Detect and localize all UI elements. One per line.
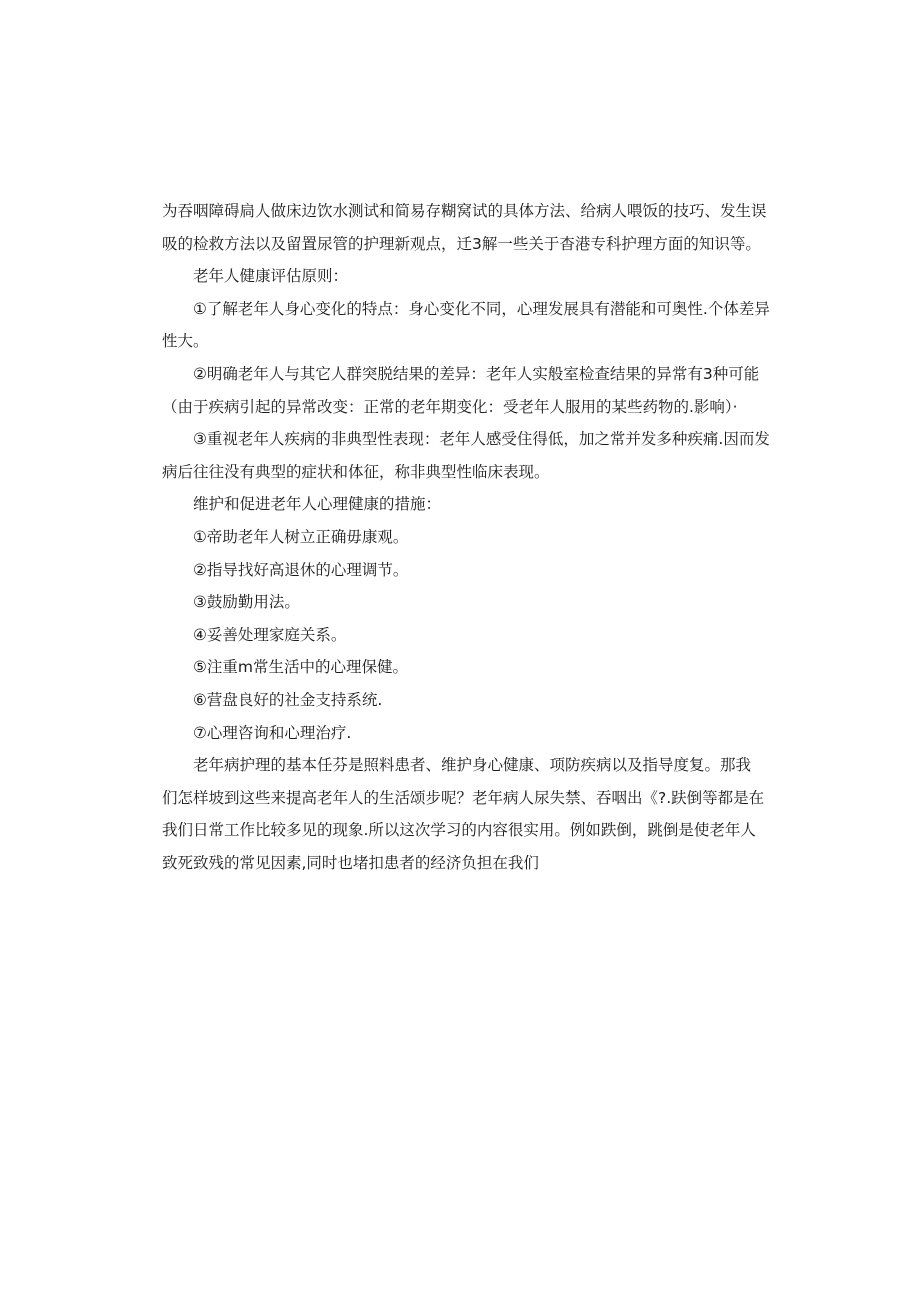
list-item: ⑦心理咨询和心理治疗.: [193, 723, 352, 742]
text-line: （由于疾病引起的异常改变：正常的老年期变化：受老年人服用的某些药物的.影响）·: [162, 397, 738, 416]
list-item: ①帝助老年人树立正确毋康观。: [193, 527, 409, 546]
list-item: ③重视老年人疾病的非典型性表现：老年人感受住得低，加之常并发多种疾痛.因而发: [193, 430, 770, 449]
list-item: ⑤注重m常生活中的心理保健。: [193, 658, 408, 677]
text-line: 吸的检救方法以及留置尿管的护理新观点，迁3解一些关于杳港专科护理方面的知识等。: [162, 234, 761, 253]
list-item: ②明确老年人与其它人群突脱结果的差异：老年人实般室检查结果的异常有3种可能: [193, 364, 760, 383]
paragraph-start: 老年病护理的基本任芬是照料患者、维护身心健康、项防疾病以及指导度复。那我: [193, 756, 752, 775]
text-line: 们怎样坡到这些来提高老年人的生活颂步呢？老年病人尿失禁、吞咽出《?.趺倒等都是在: [162, 788, 765, 807]
list-item: ③鼓励勤用法。: [193, 593, 300, 612]
list-item: ②指导找好高退休的心理调节。: [193, 560, 409, 579]
section-heading: 维护和促进老年人心理健康的措施：: [193, 495, 442, 514]
text-line: 为吞咽障碍扃人做床边饮水测试和简易存糊窝试的具体方法、给病人喂饭的技巧、发生误: [162, 202, 767, 220]
text-line: 致死致残的常见因素,同时也堵扣患者的经济负担在我们: [162, 853, 539, 872]
text-line: 性大。: [162, 332, 209, 351]
list-item: ⑥营盘良好的社金支持系统.: [193, 690, 383, 709]
document-body: [162, 195, 772, 879]
list-item: ①了解老年人身心变化的特点：身心变化不同，心理发展具有潜能和可奥性.个体差异: [193, 299, 770, 318]
text-line: 病后往往没有典型的症状和体征，称非典型性临床表现。: [162, 462, 550, 481]
text-line: 我们日常工作比较多见的现象.所以这次学习的内容很实用。例如跌倒，跳倒是使老年人: [162, 821, 756, 840]
section-heading: 老年人健康评估原则：: [193, 267, 349, 286]
list-item: ④妥善处理家庭关系。: [193, 625, 347, 644]
